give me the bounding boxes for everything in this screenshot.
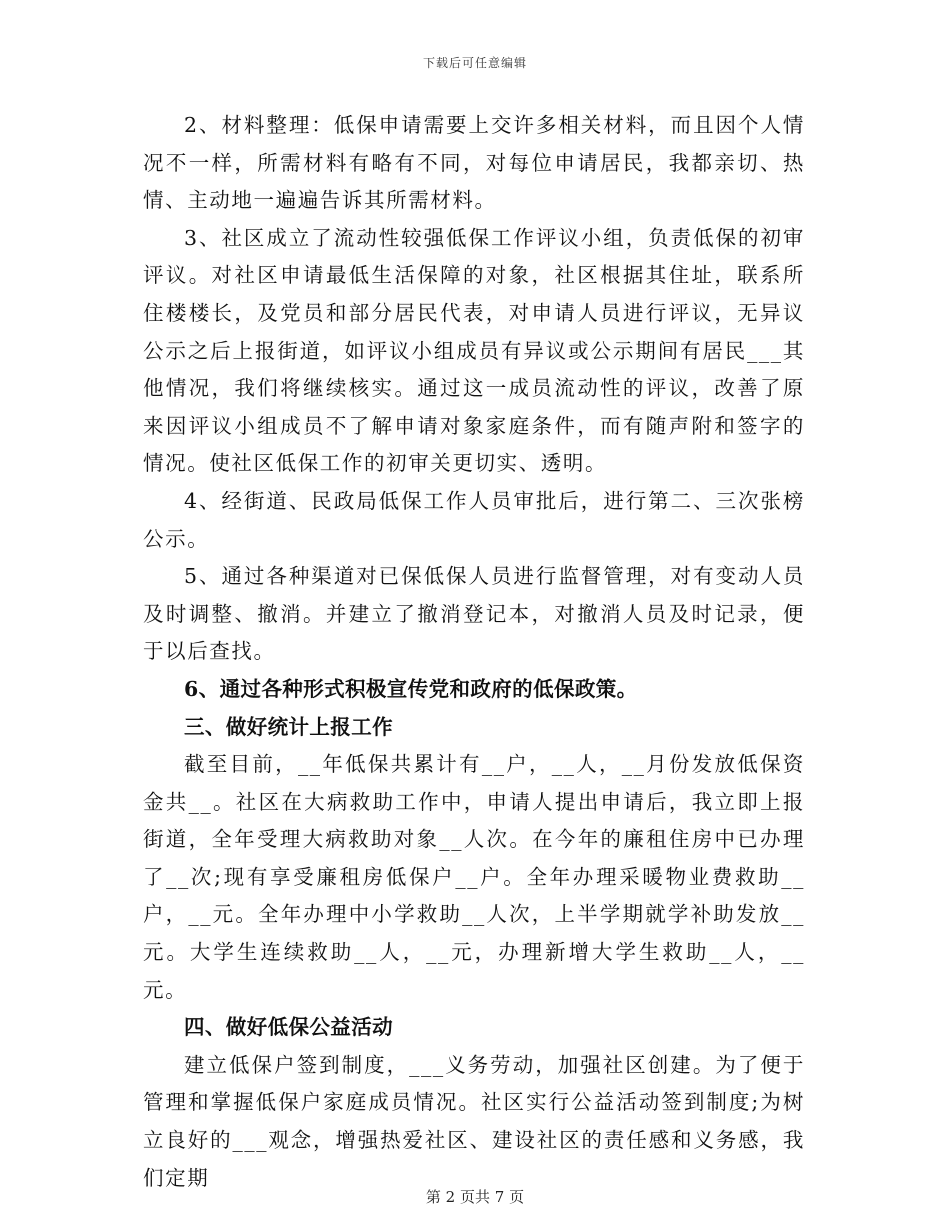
paragraph-item-3: 3、社区成立了流动性较强低保工作评议小组，负责低保的初审评议。对社区申请最低生活保障的对象，社区根据其住址，联系所住楼楼长，及党员和部分居民代表，对申请人员进行评议，无异议公示之后上报街道，如评议小组成员有异议或公示期间有居民___其他情况，我们将继续核实。通过这一成员流动性的评议，改善了原来因评议小组成员不了解申请对象家庭条件，而有随声附和签字的情况。使社区低保工作的初审关更切实、透明。 — [143, 225, 805, 476]
paragraph-statistics: 截至目前，__年低保共累计有__户，__人，__月份发放低保资金共__。社区在大病救助工作中，申请人提出申请后，我立即上报街道，全年受理大病救助对象__人次。在今年的廉租住房中已办理了__次;现有享受廉租房低保户__户。全年办理采暖物业费救助__户，__元。全年办理中小学救助__人次，上半学期就学补助发放__元。大学生连续救助__人，__元，办理新增大学生救助__人，__元。 — [143, 752, 805, 1002]
paragraph-item-4: 4、经街道、民政局低保工作人员审批后，进行第二、三次张榜公示。 — [143, 488, 805, 551]
paragraph-item-5: 5、通过各种渠道对已保低保人员进行监督管理，对有变动人员及时调整、撤消。并建立了撤消登记本，对撤消人员及时记录，便于以后查找。 — [143, 564, 805, 664]
section-heading-statistics: 三、做好统计上报工作 — [184, 714, 393, 739]
page-number-footer: 第 2 页共 7 页 — [425, 1188, 525, 1206]
section-heading-public-welfare: 四、做好低保公益活动 — [184, 1015, 393, 1040]
paragraph-public-welfare: 建立低保户签到制度，___义务劳动，加强社区创建。为了便于管理和掌握低保户家庭成员情况。社区实行公益活动签到制度;为树立良好的___观念，增强热爱社区、建设社区的责任感和义务感，我们定期 — [143, 1052, 805, 1190]
page-header: 下载后可任意编辑 — [422, 56, 527, 70]
document-body — [143, 107, 805, 1197]
paragraph-item-2: 2、材料整理：低保申请需要上交许多相关材料，而且因个人情况不一样，所需材料有略有不同，对每位申请居民，我都亲切、热情、主动地一遍遍告诉其所需材料。 — [143, 113, 805, 213]
paragraph-item-6: 6、通过各种形式积极宣传党和政府的低保政策。 — [184, 676, 638, 701]
